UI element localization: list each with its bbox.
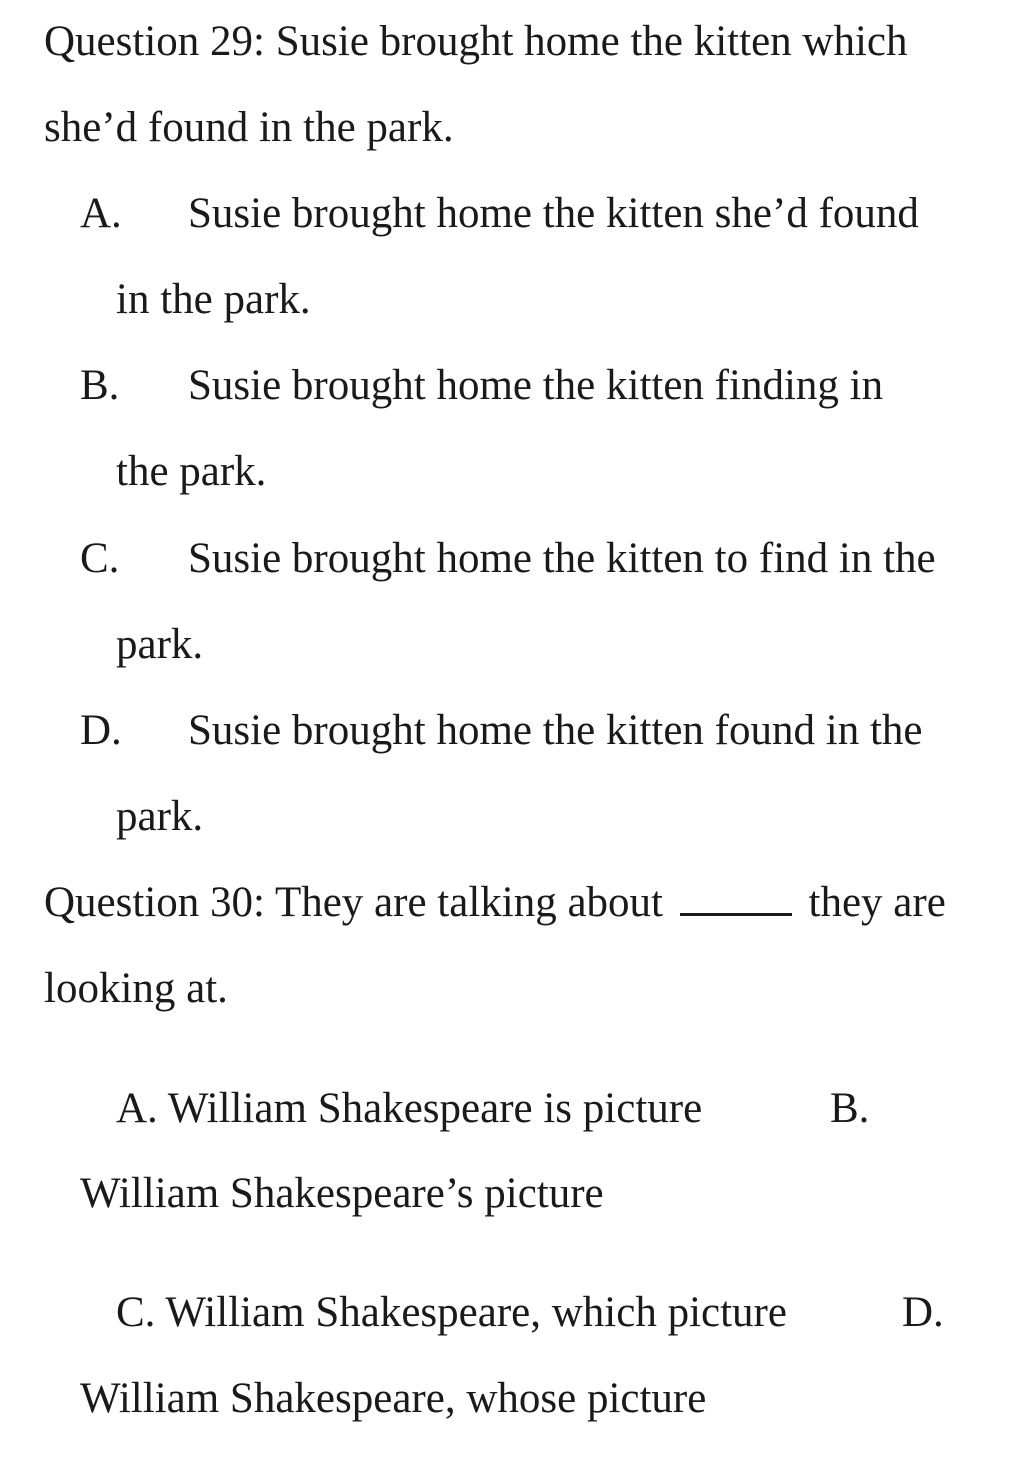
q29-option-c-line2: park. xyxy=(116,621,204,668)
q29-option-b-line2: the park. xyxy=(116,448,267,495)
question-29-stem-line2: she’d found in the park. xyxy=(44,104,454,151)
question-29-stem-text: Susie brought home the kitten which xyxy=(275,18,908,65)
q29-option-d-line2: park. xyxy=(116,793,204,840)
q29-option-d-line1: Susie brought home the kitten found in the xyxy=(188,707,923,754)
q30-option-b-letter: B. xyxy=(830,1085,870,1132)
q30-option-b-text: William Shakespeare’s picture xyxy=(80,1170,604,1217)
question-30-stem-after-blank: they are xyxy=(808,879,946,926)
q29-option-c-letter: C. xyxy=(80,535,120,582)
question-30-stem-line1 xyxy=(44,881,946,924)
question-29-label: Question 29: xyxy=(44,18,265,65)
q29-option-b-line1: Susie brought home the kitten finding in xyxy=(188,362,884,409)
question-29-stem-line1 xyxy=(44,20,908,63)
q29-option-d-letter: D. xyxy=(80,707,122,754)
q29-option-c-line1: Susie brought home the kitten to find in the xyxy=(188,535,936,582)
q29-option-a-line2: in the park. xyxy=(116,276,311,323)
q30-option-d-text: William Shakespeare, whose picture xyxy=(80,1375,707,1422)
q29-option-a-line1: Susie brought home the kitten she’d found xyxy=(188,190,919,237)
q30-option-c: C. William Shakespeare, which picture xyxy=(116,1289,787,1336)
q30-option-d-letter: D. xyxy=(902,1289,944,1336)
question-30-stem-before-blank: They are talking about xyxy=(274,879,664,926)
q29-option-a-letter: A. xyxy=(80,190,122,237)
question-30-stem-line2: looking at. xyxy=(44,965,228,1012)
q30-option-a: A. William Shakespeare is picture xyxy=(116,1085,703,1132)
answer-blank xyxy=(680,883,792,916)
q29-option-b-letter: B. xyxy=(80,362,120,409)
question-30-label: Question 30: xyxy=(44,879,265,926)
